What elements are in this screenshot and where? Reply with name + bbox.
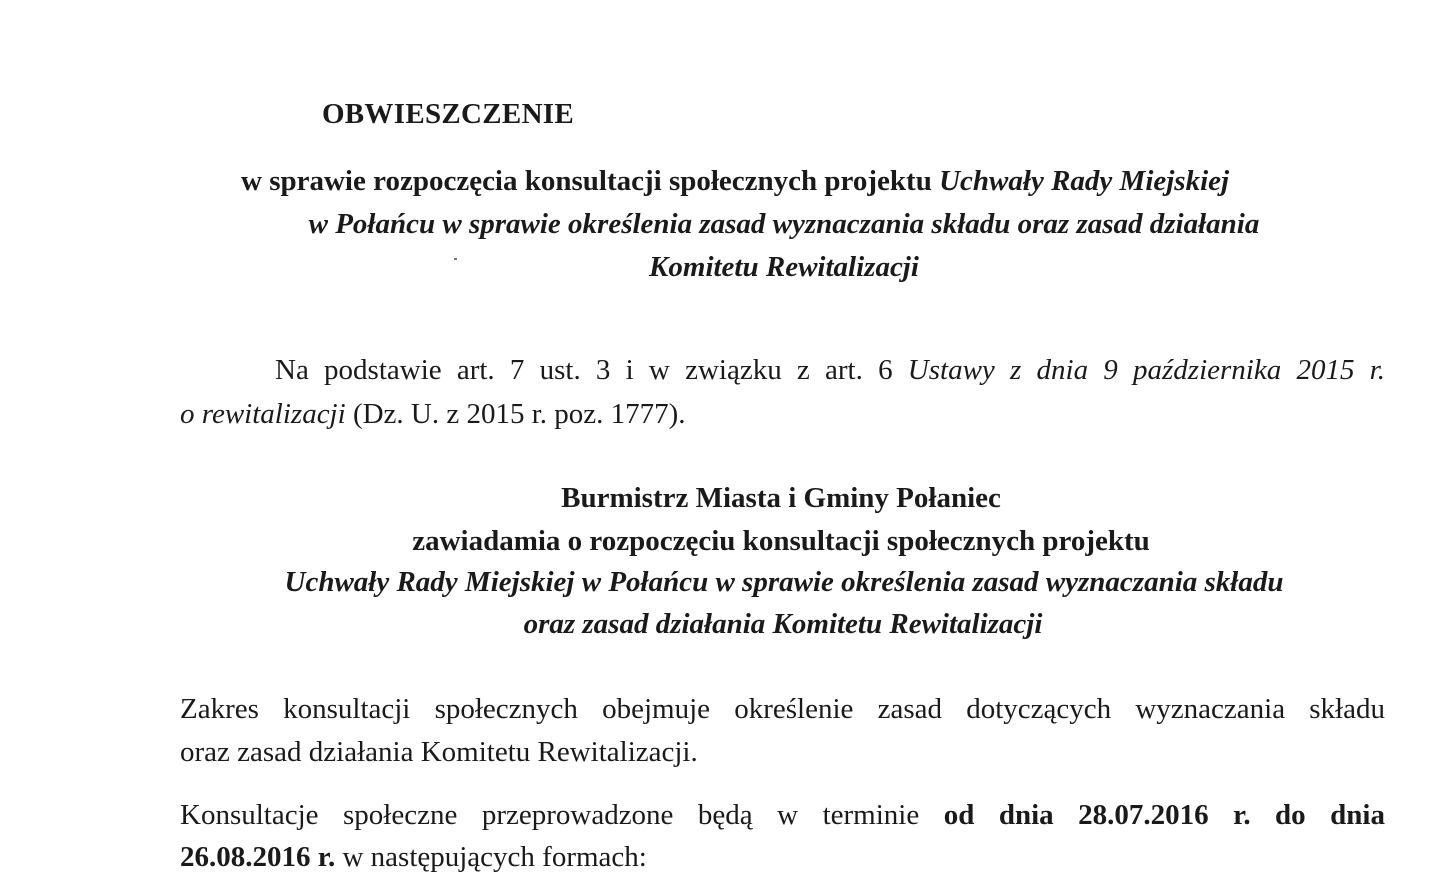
basis-italic-act: Ustawy z dnia 9 października 2015 r. <box>907 354 1385 386</box>
basis-line-1 <box>275 354 1385 387</box>
scope-line-1: Zakres konsultacji społecznych obejmuje określenie zasad dotyczących wyznaczania składu <box>180 693 1385 725</box>
basis-italic-title: o rewitalizacji <box>180 398 346 430</box>
announcement-line-3: Uchwały Rady Miejskiej w Połańcu w sprawie określenia zasad wyznaczania składu <box>284 566 1284 598</box>
basis-line-2 <box>180 398 686 431</box>
basis-text: Na podstawie art. 7 ust. 3 i w związku z art. 6 <box>275 354 908 386</box>
subject-line-3: Komitetu Rewitalizacji <box>649 251 919 283</box>
document-title: OBWIESZCZENIE <box>321 98 575 130</box>
schedule-line-1 <box>180 799 1385 832</box>
announcement-line-1: Burmistrz Miasta i Gminy Połaniec <box>561 482 1001 514</box>
scan-speck <box>454 258 457 260</box>
schedule-forms-text: w następujących formach: <box>335 841 647 873</box>
subject-line-1 <box>241 165 1229 198</box>
scope-line-2: oraz zasad działania Komitetu Rewitalizacji. <box>180 736 698 768</box>
basis-citation: (Dz. U. z 2015 r. poz. 1777). <box>345 398 686 430</box>
subject-line-2: w Połańcu w sprawie określenia zasad wyznaczania składu oraz zasad działania <box>308 208 1260 240</box>
announcement-line-4: oraz zasad działania Komitetu Rewitalizacji <box>523 608 1043 640</box>
subject-italic-act: Uchwały Rady Miejskiej <box>939 165 1230 197</box>
schedule-end-date: 26.08.2016 r. <box>180 841 336 873</box>
schedule-text: Konsultacje społeczne przeprowadzone będą w terminie <box>180 799 944 831</box>
schedule-date-range: od dnia 28.07.2016 r. do dnia <box>943 799 1385 831</box>
subject-prefix: w sprawie rozpoczęcia konsultacji społecznych projektu <box>241 165 940 197</box>
announcement-line-2: zawiadamia o rozpoczęciu konsultacji społecznych projektu <box>412 525 1150 557</box>
schedule-line-2 <box>180 841 647 874</box>
